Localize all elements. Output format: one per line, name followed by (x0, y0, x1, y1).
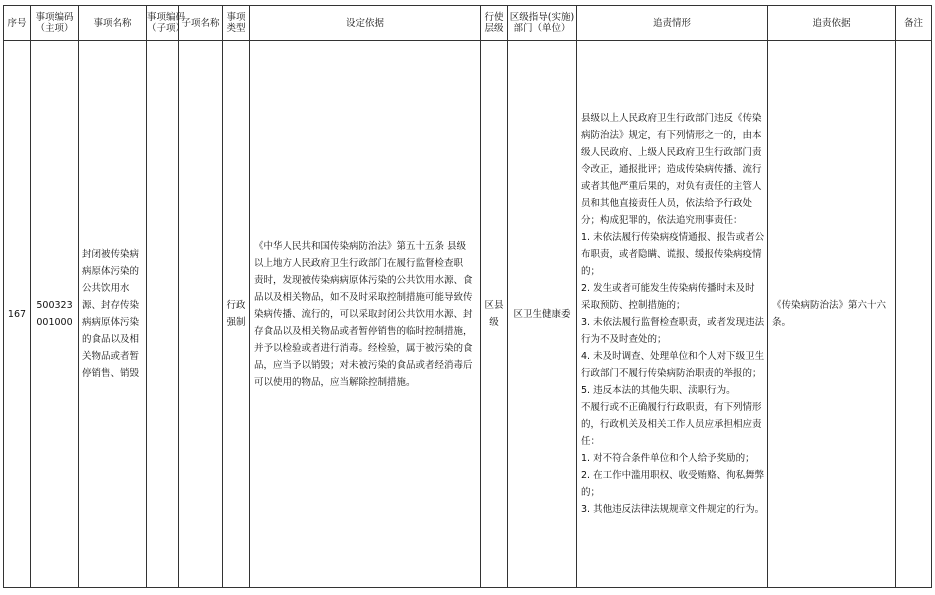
header-item-code-main: 事项编码 （主项） (31, 6, 79, 41)
header-seq: 序号 (4, 6, 31, 41)
cell-item-name: 封闭被传染病 病原体污染的 公共饮用水 源、封存传染 病病原体污染 的食品以及相 关物品或者暂 停销售、销毁 (79, 41, 147, 588)
header-sub-item-name: 子项名称 (179, 6, 223, 41)
header-basis: 设定依据 (250, 6, 481, 41)
header-accountability-basis: 追责依据 (768, 6, 896, 41)
header-row (4, 6, 932, 41)
cell-remark (896, 41, 932, 588)
table-row (4, 41, 932, 588)
cell-accountability: 县级以上人民政府卫生行政部门违反《传染 病防治法》规定，有下列情形之一的，由本 级人民政府、上级人民政府卫生行政部门责 令改正，通报批评；造成传染病传播、流行 或者其他严重后果的，对负有责任的主管人 员和其他直接责任人员，依法给予行政处 分；构成犯罪的，依法追究刑事责任： 1. 未依法履行传染病疫情通报、报告或者公 布职责，或者隐瞒、谎报、缓报传染病疫情 的； 2. 发生或者可能发生传染病传播时未及时 采取预防、控制措施的； 3. 未依法履行监督检查职责，或者发现违法 行为不及时查处的； 4. 未及时调查、处理单位和个人对下级卫生 行政部门不履行传染病防治职责的举报的； 5. 违反本法的其他失职、渎职行为。 不履行或不正确履行行政职责，有下列情形 的，行政机关及相关工作人员应承担相应责 任： 1. 对不符合条件单位和个人给予奖励的； 2. 在工作中滥用职权、收受贿赂、徇私舞弊 的； 3. 其他违反法律法规规章文件规定的行为。 (577, 41, 768, 588)
header-remark: 备注 (896, 6, 932, 41)
cell-basis: 《中华人民共和国传染病防治法》第五十五条 县级 以上地方人民政府卫生行政部门在履行监督检查职 责时，发现被传染病病原体污染的公共饮用水源、食 品以及相关物品，如不及时采取控制措施可能导致传 染病传播、流行的，可以采取封闭公共饮用水源、封 存食品以及相关物品或者暂停销售的临时控制措施， 并予以检验或者进行消毒。经检验，属于被污染的食 品，应当予以销毁；对未被污染的食品或者经消毒后 可以使用的物品，应当解除控制措施。 (250, 41, 481, 588)
accountability-table (3, 5, 932, 588)
cell-seq: 167 (4, 41, 31, 588)
cell-item-code-sub (147, 41, 179, 588)
header-level: 行使 层级 (481, 6, 508, 41)
header-dept: 区级指导(实施) 部门（单位） (508, 6, 577, 41)
cell-dept: 区卫生健康委 (508, 41, 577, 588)
header-item-name: 事项名称 (79, 6, 147, 41)
cell-item-code-main: 500323 001000 (31, 41, 79, 588)
cell-level: 区县 级 (481, 41, 508, 588)
cell-sub-item-name (179, 41, 223, 588)
cell-item-type: 行政 强制 (223, 41, 250, 588)
header-accountability: 追责情形 (577, 6, 768, 41)
header-item-code-sub: 事项编码 （子项） (147, 6, 179, 41)
cell-accountability-basis: 《传染病防治法》第六十六 条。 (768, 41, 896, 588)
header-item-type: 事项 类型 (223, 6, 250, 41)
